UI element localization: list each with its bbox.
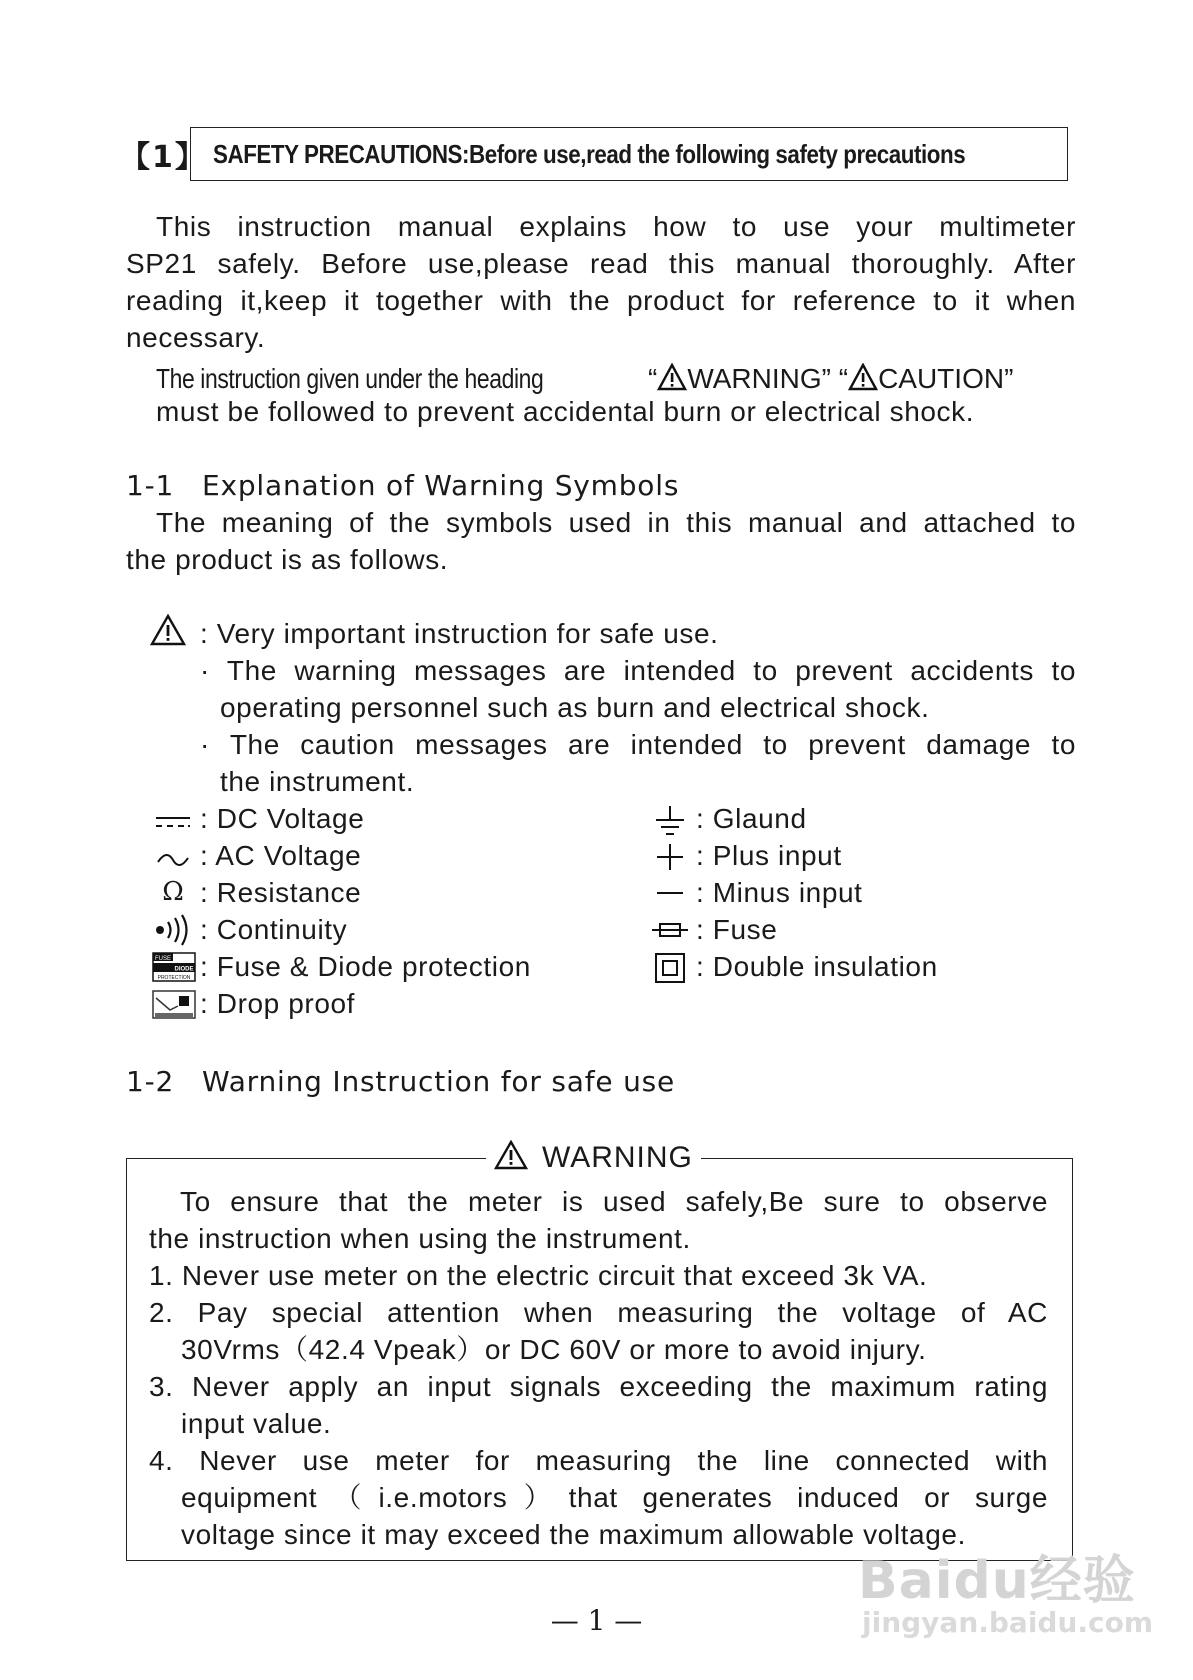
section-1-2-heading <box>126 1063 675 1100</box>
caution-triangle-icon <box>848 363 878 391</box>
important-triangle-icon <box>150 614 186 646</box>
heading-tags: “ WARNING” “ CAUTION” <box>648 363 1014 394</box>
section-1-1-title: Explanation of Warning Symbols <box>202 469 680 502</box>
fuse-diode-protection-label: : Fuse & Diode protection <box>200 951 531 982</box>
warning-tag: WARNING <box>687 363 822 394</box>
heading-prefix: The instruction given under the heading <box>156 363 544 394</box>
fuse-label: : Fuse <box>696 914 778 945</box>
warning-item-3a: 3. Never apply an input signals exceeding the maximum rating <box>149 1371 1048 1402</box>
warning-intro-2: the instruction when using the instrument. <box>149 1223 691 1254</box>
double-insulation-label: : Double insulation <box>696 951 938 982</box>
dc-voltage-label: : DC Voltage <box>200 803 365 834</box>
intro-line-3: reading it,keep it together with the product for reference to it when <box>126 285 1076 316</box>
important-bullet-2b: the instrument. <box>220 766 415 797</box>
double-insulation-icon <box>654 952 686 984</box>
minus-input-label: : Minus input <box>696 877 863 908</box>
minus-input-icon <box>654 880 686 910</box>
section-number: 【1】 <box>120 140 207 175</box>
intro-line-4: necessary. <box>126 322 266 353</box>
important-label: : Very important instruction for safe use. <box>200 618 719 649</box>
important-bullet-2a: · The caution messages are intended to prevent damage to <box>200 729 1076 760</box>
watermark-url: jingyan.baidu.com <box>862 1606 1154 1639</box>
plus-input-label: : Plus input <box>696 840 842 871</box>
drop-proof-icon <box>152 990 196 1020</box>
resistance-icon: Ω <box>162 877 184 907</box>
important-bullet-1a: · The warning messages are intended to prevent accidents to <box>200 655 1076 686</box>
section-1-1-line-1: The meaning of the symbols used in this manual and attached to <box>156 507 1076 538</box>
ac-voltage-icon <box>155 850 191 870</box>
warning-item-2a: 2. Pay special attention when measuring the voltage of AC <box>149 1297 1048 1328</box>
caution-tag: CAUTION <box>878 363 1005 394</box>
section-1-1-heading <box>126 467 679 504</box>
section-title: SAFETY PRECAUTIONS:Before use,read the following safety precautions <box>213 138 966 169</box>
ac-voltage-label: : AC Voltage <box>200 840 362 871</box>
resistance-label: : Resistance <box>200 877 362 908</box>
warning-item-3b: input value. <box>181 1408 332 1439</box>
ground-icon <box>652 804 688 838</box>
fuse-icon <box>650 918 690 942</box>
continuity-icon <box>152 914 194 946</box>
intro-heading-line <box>156 360 1014 397</box>
warning-box-triangle-icon <box>494 1140 528 1170</box>
warning-intro-1: To ensure that the meter is used safely,Be sure to observe <box>180 1186 1048 1217</box>
page-number: — 1 — <box>550 1604 643 1637</box>
fuse-diode-protection-icon <box>152 952 196 982</box>
watermark-brand: Baidu经验 <box>858 1551 1136 1611</box>
fuse-badge-mid: DIODE <box>174 966 194 973</box>
section-1-1-line-2: the product is as follows. <box>126 544 449 575</box>
plus-input-icon <box>654 842 686 872</box>
drop-proof-label: : Drop proof <box>200 988 356 1019</box>
ground-label: : Glaund <box>696 803 807 834</box>
section-1-1-number: 1-1 <box>126 469 175 502</box>
section-header <box>120 126 1068 182</box>
section-1-2-number: 1-2 <box>126 1065 175 1098</box>
fuse-badge-bot: PROTECTION <box>157 975 191 981</box>
warning-item-1: 1. Never use meter on the electric circuit that exceed 3k VA. <box>149 1260 928 1291</box>
continuity-label: : Continuity <box>200 914 348 945</box>
intro-line-1: This instruction manual explains how to use your multimeter <box>156 211 1076 242</box>
section-title-box <box>190 127 1068 181</box>
intro-line-2: SP21 safely. Before use,please read this manual thoroughly. After <box>126 248 1076 279</box>
fuse-badge-top: FUSE <box>154 956 172 962</box>
section-1-2-title: Warning Instruction for safe use <box>202 1065 676 1098</box>
warning-box-title-text: WARNING <box>542 1141 693 1174</box>
warning-item-4b: equipment（i.e.motors）that generates induced or surge <box>181 1482 1048 1513</box>
warning-triangle-icon <box>657 363 687 391</box>
important-bullet-1b: operating personnel such as burn and electrical shock. <box>220 692 930 723</box>
warning-item-4c: voltage since it may exceed the maximum allowable voltage. <box>181 1519 966 1550</box>
warning-item-4a: 4. Never use meter for measuring the line connected with <box>149 1445 1048 1476</box>
warning-item-2b: 30Vrms（42.4 Vpeak）or DC 60V or more to avoid injury. <box>181 1334 927 1365</box>
dc-voltage-icon <box>153 810 193 834</box>
intro-line-6: must be followed to prevent accidental burn or electrical shock. <box>156 396 975 427</box>
warning-box-title <box>486 1138 701 1178</box>
